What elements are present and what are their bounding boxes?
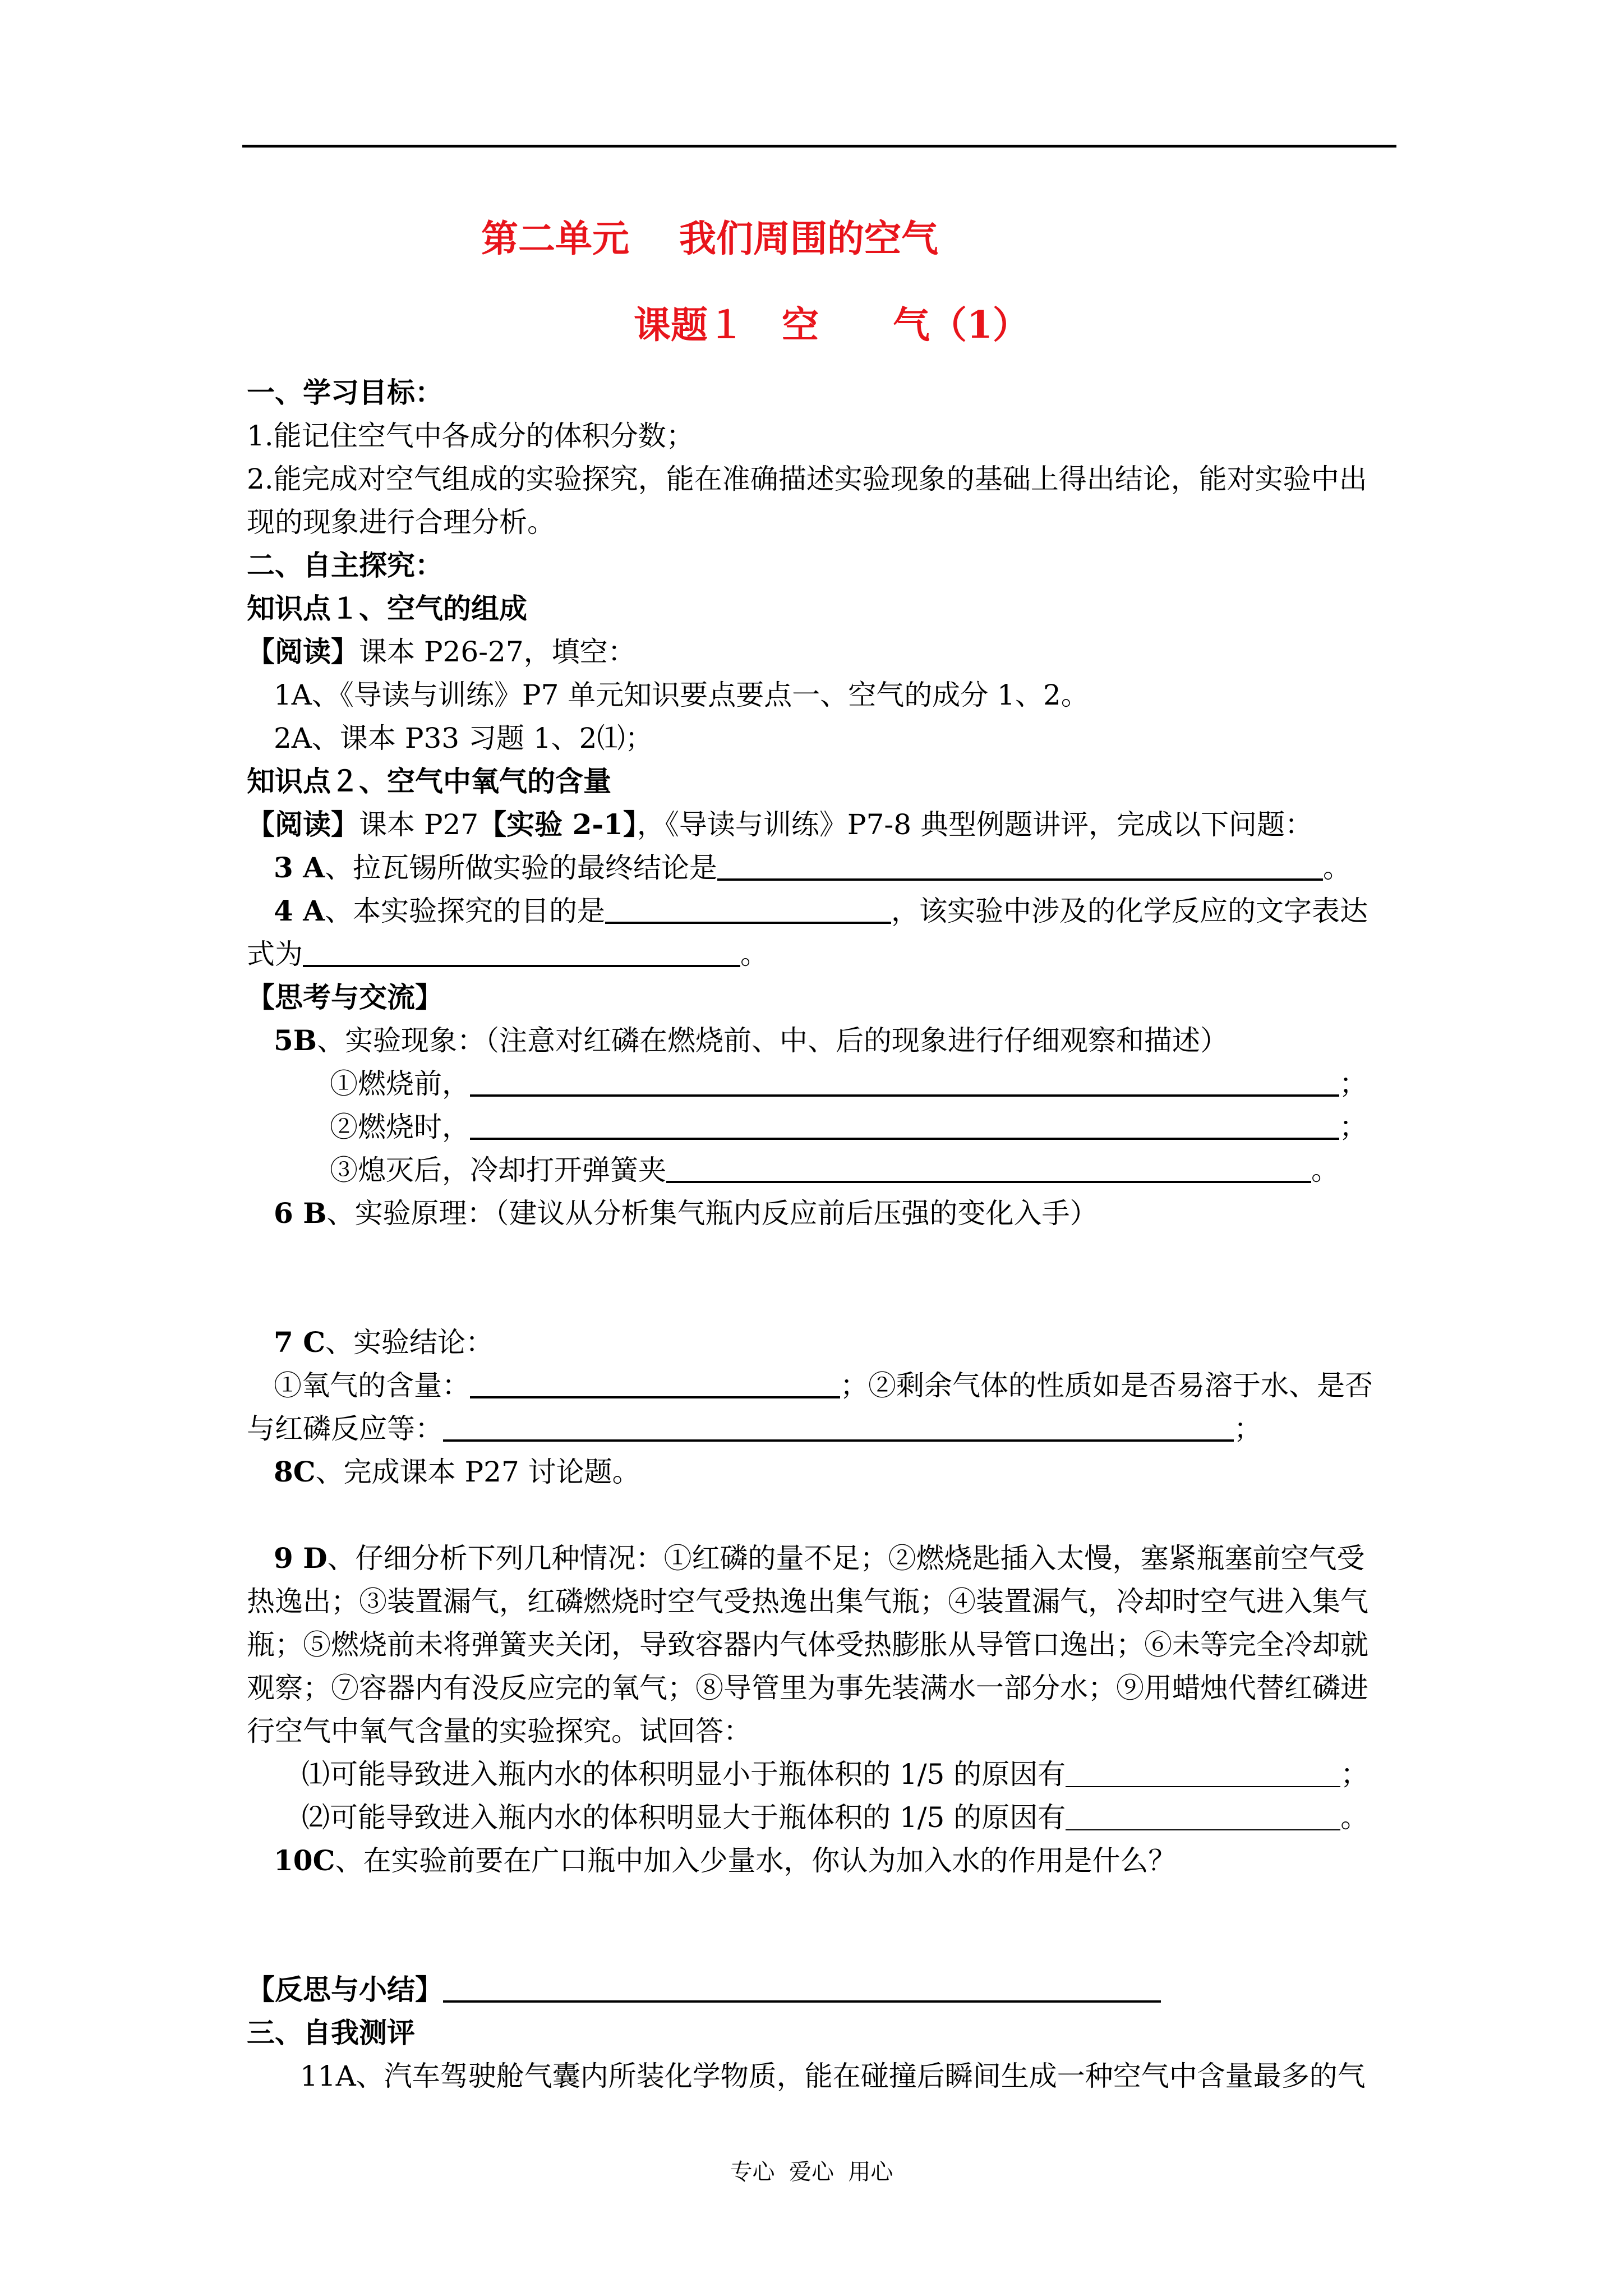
answer-blank[interactable]: [666, 1156, 1311, 1183]
question-text: 、汽车驾驶舱气囊内所装化学物质，能在碰撞后瞬间生成一种空气中含量最多的气: [356, 2060, 1366, 2092]
knowledge-point-1-heading: 知识点１、空气的组成: [247, 592, 527, 625]
section-heading-objectives: 一、学习目标：: [247, 376, 443, 409]
punctuation: 。: [1340, 1801, 1369, 1834]
reading-tag: 【阅读】: [247, 808, 359, 841]
sub-item: ①氧气的含量：: [274, 1369, 470, 1402]
question-text: 、实验现象：（注意对红磷在燃烧前、中、后的现象进行仔细观察和描述）: [317, 1024, 1229, 1057]
question-9-line-4: 观察；⑦容器内有没反应完的氧气；⑧导管里为事先装满水一部分水；⑨用蜡烛代替红磷进: [247, 1672, 1368, 1704]
question-4: [274, 894, 1368, 927]
answer-blank[interactable]: [443, 1415, 1234, 1442]
reflection-line: [247, 1973, 1161, 2006]
punctuation: 。: [1311, 1154, 1339, 1186]
question-number: 2A: [274, 722, 312, 754]
experiment-ref: 【实验 2-1】: [478, 808, 637, 841]
section-heading-explore: 二、自主探究：: [247, 549, 443, 582]
reading-text: 课本 P27: [359, 808, 479, 841]
answer-blank[interactable]: [470, 1113, 1339, 1140]
answer-blank[interactable]: [1066, 1761, 1340, 1787]
knowledge-point-2-heading: 知识点２、空气中氧气的含量: [247, 765, 611, 798]
question-text: 、拉瓦锡所做实验的最终结论是: [325, 852, 717, 884]
objective-1: 1.能记住空气中各成分的体积分数；: [247, 420, 694, 452]
lesson-title: 课题１ 空 气（1）: [634, 303, 1030, 347]
unit-title: 第二单元 我们周围的空气: [481, 217, 938, 260]
question-6: [274, 1197, 1098, 1230]
header-rule: [242, 145, 1396, 148]
question-2a: [274, 724, 653, 752]
reading-tag: 【阅读】: [247, 635, 359, 668]
punctuation: ；: [1340, 1758, 1369, 1791]
answer-blank[interactable]: [605, 897, 891, 924]
question-number: 3 A: [274, 851, 325, 884]
question-number: 7 C: [274, 1326, 325, 1359]
answer-blank[interactable]: [717, 854, 1323, 881]
question-5: [274, 1024, 1229, 1057]
section-heading-self-test: 三、自我测评: [247, 2016, 415, 2049]
question-4-line-2: [247, 940, 768, 968]
question-9-sub-1: [302, 1758, 1369, 1791]
question-number: 11A: [300, 2060, 356, 2092]
question-9: [274, 1542, 1365, 1575]
reading-text: 课本 P26-27，填空：: [359, 636, 636, 668]
sub-item: 与红磷反应等：: [247, 1412, 443, 1445]
question-text: 、完成课本 P27 讨论题。: [315, 1456, 640, 1488]
question-9-sub-2: [302, 1803, 1368, 1832]
question-7: [274, 1326, 494, 1359]
sub-item: ⑵可能导致进入瓶内水的体积明显大于瓶体积的 1/5 的原因有: [302, 1801, 1066, 1834]
sub-item: ②燃烧时，: [330, 1111, 470, 1143]
question-number: 8C: [274, 1455, 316, 1488]
question-5-a: [330, 1070, 1367, 1098]
punctuation: ；: [1339, 1068, 1367, 1100]
question-number: 1A: [274, 679, 312, 711]
sub-item: ⑴可能导致进入瓶内水的体积明显小于瓶体积的 1/5 的原因有: [302, 1758, 1066, 1791]
question-text: 、在实验前要在广口瓶中加入少量水，你认为加入水的作用是什么？: [335, 1844, 1177, 1877]
punctuation: ；: [1339, 1111, 1367, 1143]
question-9-line-3: 瓶；⑤燃烧前未将弹簧夹关闭，导致容器内气体受热膨胀从导管口逸出；⑥未等完全冷却就: [247, 1628, 1368, 1661]
question-number: 5B: [274, 1024, 317, 1057]
page-footer: 专心 爱心 用心: [730, 2159, 893, 2185]
question-number: 4 A: [274, 894, 325, 927]
sub-item: ③熄灭后，冷却打开弹簧夹: [330, 1154, 666, 1186]
punctuation: ；: [1234, 1412, 1262, 1445]
question-1a: [274, 681, 1089, 709]
question-5-c: [330, 1156, 1339, 1184]
reading-text-2: ，《导读与训练》P7-8 典型例题讲评，完成以下问题：: [637, 808, 1313, 841]
punctuation: 。: [740, 938, 768, 970]
question-9-line-5: 行空气中氧气含量的实验探究。试回答：: [247, 1715, 751, 1747]
question-8: [274, 1455, 640, 1488]
question-number: 10C: [274, 1844, 335, 1877]
answer-blank[interactable]: [303, 940, 740, 967]
reading-1: [247, 635, 636, 668]
question-text: 、实验原理：（建议从分析集气瓶内反应前后压强的变化入手）: [326, 1197, 1098, 1230]
question-7-a: [274, 1369, 1373, 1402]
answer-blank[interactable]: [1066, 1805, 1340, 1830]
sub-item: ①燃烧前，: [330, 1068, 470, 1100]
question-10: [274, 1844, 1177, 1877]
answer-blank[interactable]: [443, 1976, 1161, 2003]
question-text-2: ，该实验中涉及的化学反应的文字表达: [891, 895, 1368, 927]
objective-2-line-2: 现的现象进行合理分析。: [247, 506, 555, 539]
punctuation: 。: [1323, 852, 1351, 884]
question-3: [274, 851, 1351, 884]
objective-2-line-1: 2.能完成对空气组成的实验探究，能在准确描述实验现象的基础上得出结论，能对实验中出: [247, 463, 1367, 495]
answer-blank[interactable]: [470, 1372, 840, 1398]
question-number: 6 B: [274, 1197, 327, 1230]
reflection-heading: 【反思与小结】: [247, 1973, 443, 2006]
question-text: 、实验结论：: [325, 1326, 494, 1359]
question-9-line-2: 热逸出；③装置漏气，红磷燃烧时空气受热逸出集气瓶；④装置漏气，冷却时空气进入集气: [247, 1585, 1368, 1618]
question-text: 、本实验探究的目的是: [325, 895, 605, 927]
question-text: 、课本 P33 习题 1、2⑴；: [311, 722, 653, 754]
question-11: [300, 2062, 1366, 2090]
think-and-discuss-heading: 【思考与交流】: [247, 981, 443, 1014]
question-text: 、仔细分析下列几种情况：①红磷的量不足；②燃烧匙插入太慢，塞紧瓶塞前空气受: [327, 1542, 1365, 1575]
question-number: 9 D: [274, 1542, 328, 1575]
question-text: 式为: [247, 938, 303, 970]
question-5-b: [330, 1113, 1367, 1141]
question-7-b: [247, 1412, 1262, 1445]
sub-item-2: ；②剩余气体的性质如是否易溶于水、是否: [840, 1369, 1373, 1402]
answer-blank[interactable]: [470, 1070, 1339, 1097]
question-text: 、《导读与训练》P7 单元知识要点要点一、空气的成分 1、2。: [311, 679, 1089, 711]
reading-2: [247, 808, 1313, 841]
